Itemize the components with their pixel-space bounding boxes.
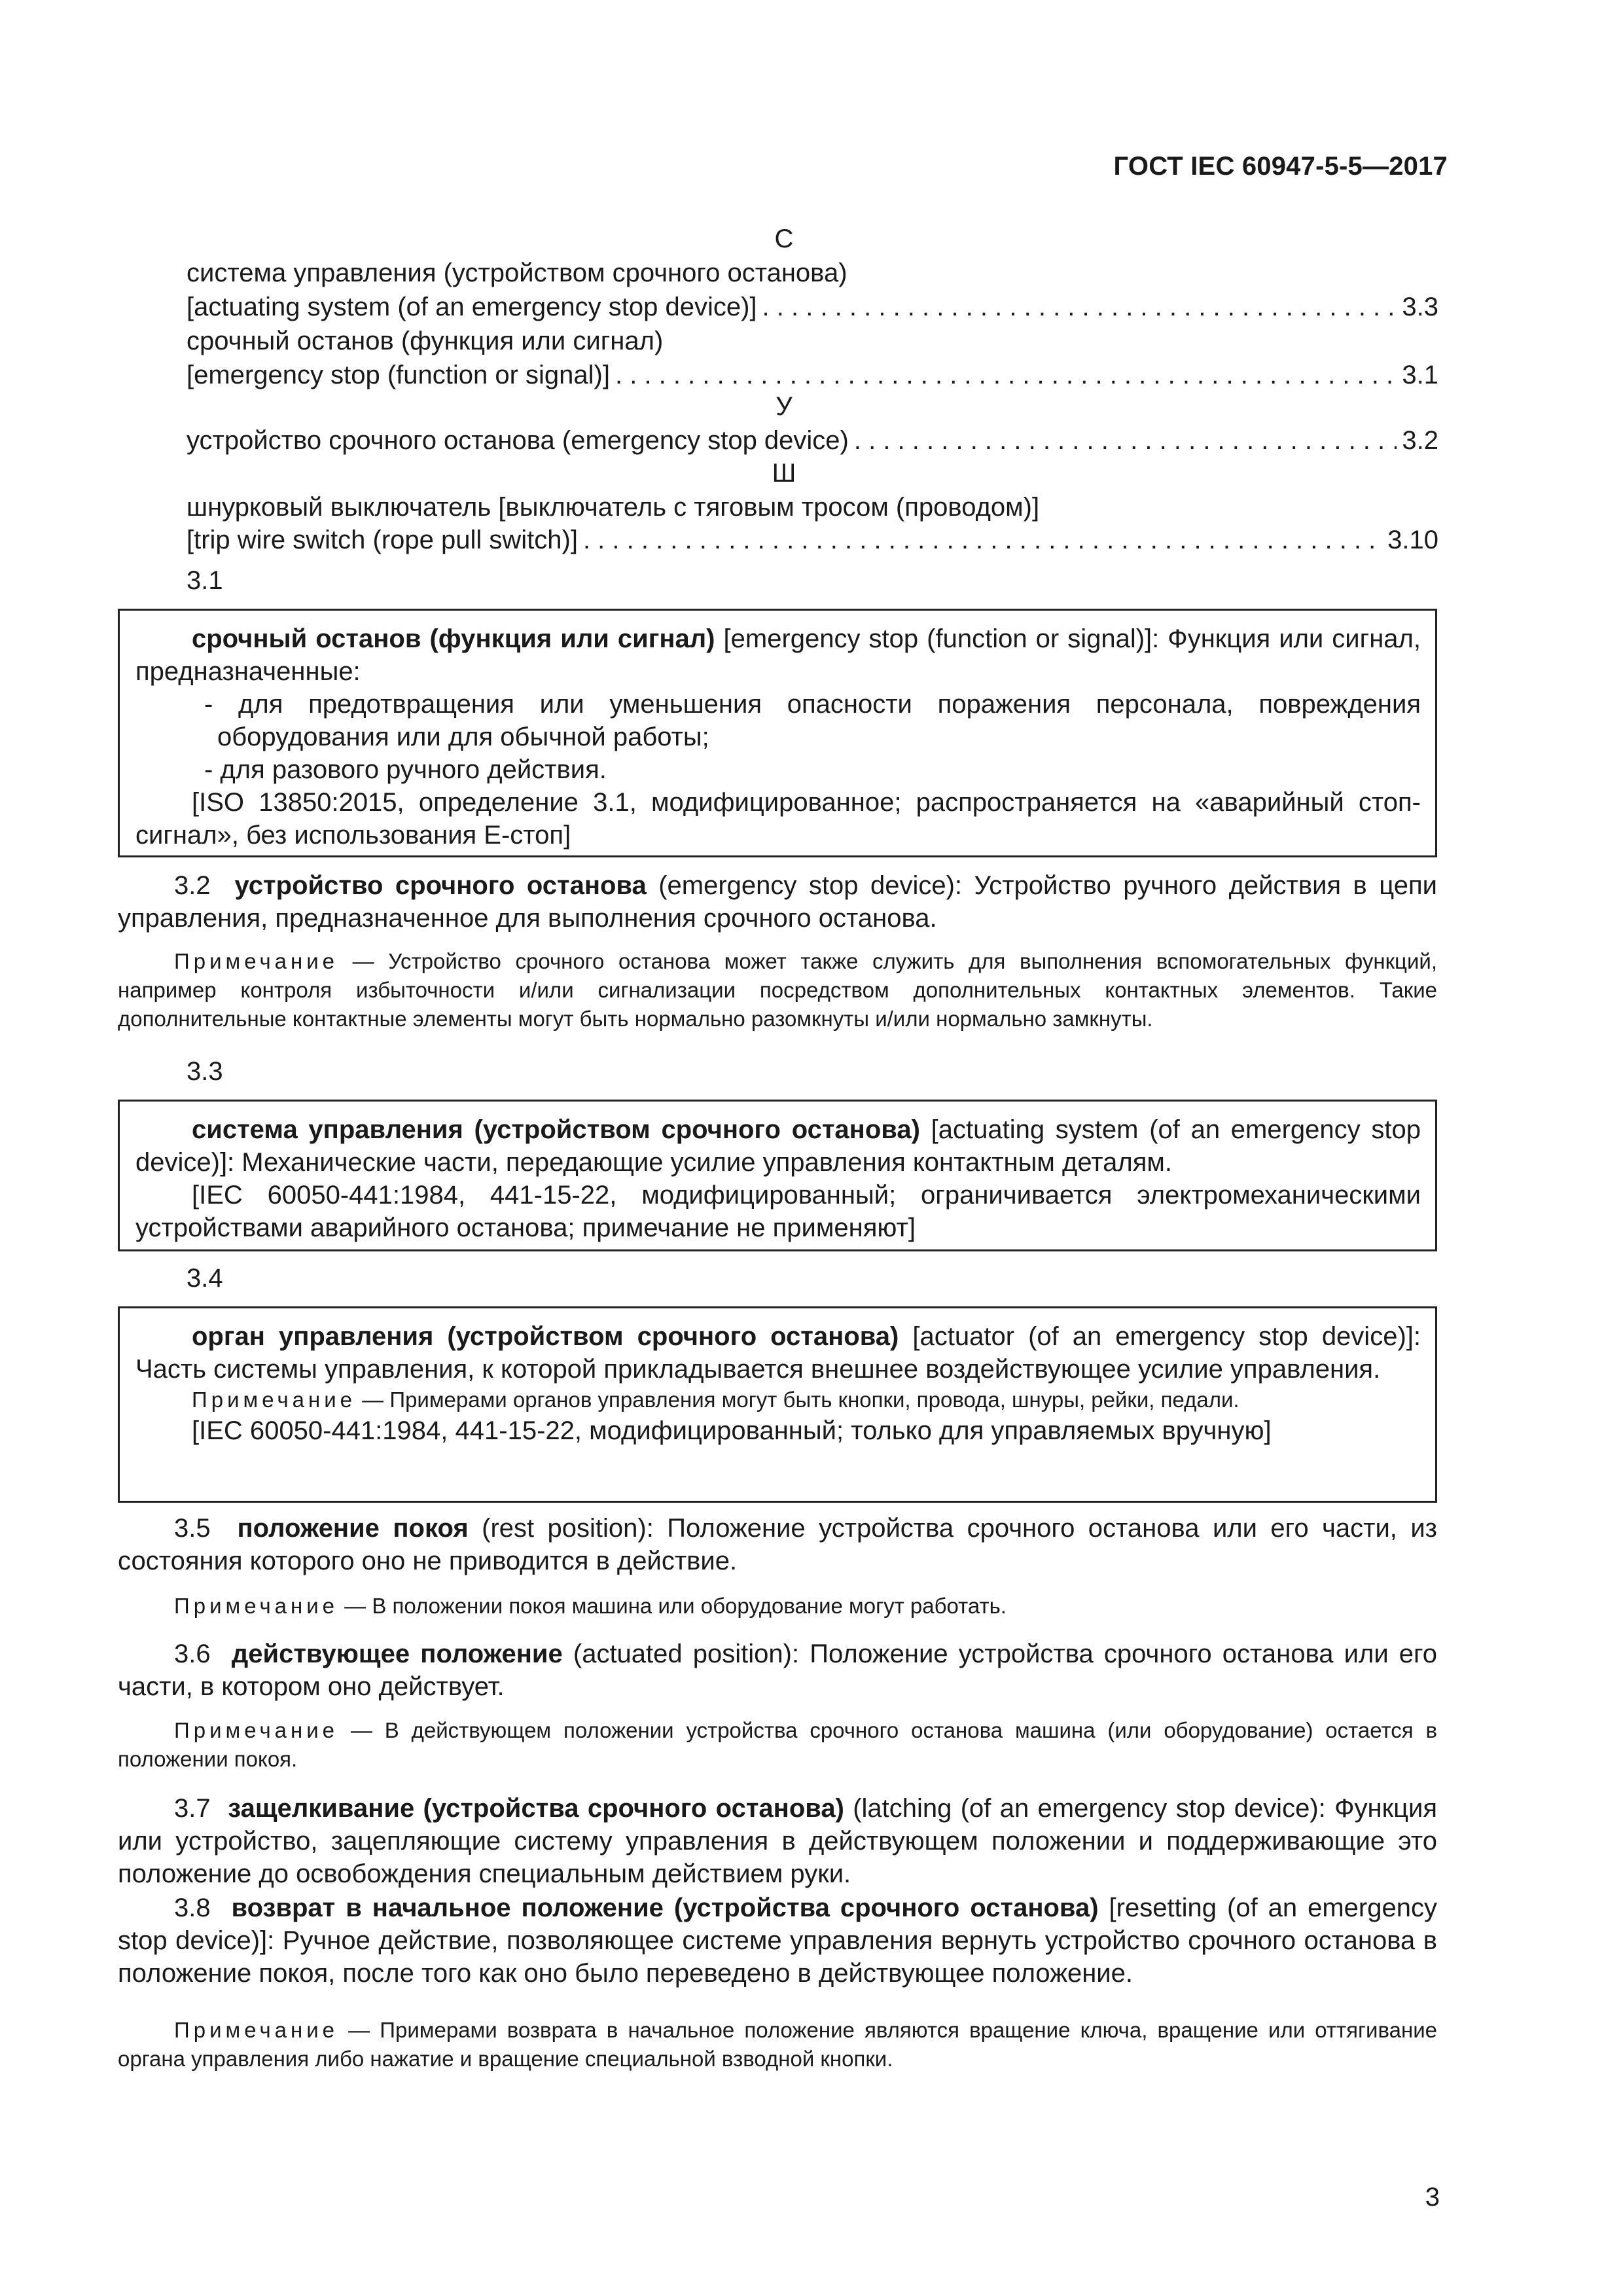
- note-text: — В действующем положении устройства срочного останова машина (или оборудование) остается в положении покоя.: [118, 1718, 1437, 1771]
- list-item: - для разового ручного действия.: [204, 755, 607, 784]
- source-reference: [IEC 60050-441:1984, 441-15-22, модифицированный; ограничивается электромеханическими устройствами аварийного останова; примечание не применяют]: [135, 1181, 1421, 1242]
- index-letter: Ш: [772, 459, 796, 488]
- index-letter: С: [774, 224, 794, 253]
- definition-box-3-1: [118, 609, 1437, 857]
- note-3-2: [118, 947, 1437, 1033]
- section-number: 3.2: [174, 871, 211, 900]
- index-entry: [187, 424, 1438, 457]
- definition-text: (latching (of an emergency stop device): Функция или устройство, зацепляющие систему управления в действующем положении и поддерживающие это положение до освобождения специальным действием руки.: [118, 1794, 1437, 1888]
- list-item: - для предотвращения или уменьшения опасности поражения персонала, повреждения оборудования или для обычной работы;: [204, 690, 1421, 751]
- index-entry-text: [emergency stop (function or signal)]: [187, 361, 610, 389]
- index-entry: [187, 291, 1438, 323]
- note-3-6: [118, 1716, 1437, 1774]
- index-ref: 3.1: [1402, 361, 1438, 389]
- note-label: Примечание: [174, 2018, 339, 2042]
- term: защелкивание (устройства срочного останова): [228, 1794, 844, 1823]
- note-label: Примечание: [174, 1594, 339, 1618]
- note-text: — Примерами органов управления могут быть кнопки, провода, шнуры, рейки, педали.: [356, 1388, 1240, 1412]
- section-number: 3.8: [174, 1893, 211, 1922]
- note-label: Примечание: [192, 1388, 357, 1412]
- leader-dots: [583, 524, 1382, 556]
- index-entry-text: [actuating system (of an emergency stop device)]: [187, 293, 757, 321]
- definition-text: [emergency stop (function or signal)]: Функция или сигнал, предназначенные:: [135, 624, 1421, 686]
- index-ref: 3.10: [1387, 526, 1438, 554]
- definition-3-2: [118, 869, 1437, 935]
- term: система управления (устройством срочного останова): [192, 1115, 920, 1144]
- note-text: — Устройство срочного останова может также служить для выполнения вспомогательных функций, например контроля избыточности и/или сигнализации посредством дополнительных контактных элементов. Такие дополнительные контактные элементы могут быть нормально разомкнуты и/или нормально замкнуты.: [118, 949, 1437, 1031]
- leader-dots: [762, 291, 1397, 323]
- term: положение покоя: [237, 1514, 469, 1543]
- leader-dots: [854, 424, 1397, 457]
- section-number: 3.5: [174, 1514, 211, 1543]
- definition-text: [resetting (of an emergency stop device)]: Ручное действие, позволяющее системе управления вернуть устройство срочного останова в положение покоя, после того как оно было переведено в действующее положение.: [118, 1893, 1437, 1988]
- index-letter: У: [776, 392, 793, 421]
- definition-text: (actuated position): Положение устройства срочного останова или его части, в котором оно действует.: [118, 1640, 1437, 1701]
- definition-3-6: [118, 1638, 1437, 1703]
- source-reference: [ISO 13850:2015, определение 3.1, модифицированное; распространяется на «аварийный стоп-сигнал», без использования Е-стоп]: [135, 788, 1421, 850]
- index-ref: 3.2: [1402, 426, 1438, 455]
- definition-text: [actuating system (of an emergency stop device)]: Механические части, передающие усилие управления контактным деталям.: [135, 1115, 1421, 1177]
- definition-text: [actuator (of an emergency stop device)]: Часть системы управления, к которой прикладывается внешнее воздействующее усилие управления.: [135, 1322, 1421, 1384]
- definition-3-8: [118, 1892, 1437, 1990]
- term: срочный останов (функция или сигнал): [192, 624, 715, 653]
- note-label: Примечание: [174, 949, 339, 973]
- term: орган управления (устройством срочного останова): [192, 1322, 899, 1351]
- section-number: 3.3: [187, 1057, 223, 1086]
- index-entry-text: [trip wire switch (rope pull switch)]: [187, 526, 578, 554]
- definition-box-3-3: [118, 1100, 1437, 1251]
- index-entry: [187, 524, 1438, 556]
- definition-3-5: [118, 1512, 1437, 1577]
- note-text: — Примерами возврата в начальное положение являются вращение ключа, вращение или оттягивание органа управления либо нажатие и вращение специальной взводной кнопки.: [118, 2018, 1437, 2071]
- index-entry-text: срочный останов (функция или сигнал): [187, 327, 664, 355]
- note-3-8: [118, 2016, 1437, 2073]
- term: возврат в начальное положение (устройства срочного останова): [231, 1893, 1099, 1922]
- note-label: Примечание: [174, 1718, 339, 1742]
- index-ref: 3.3: [1402, 293, 1438, 321]
- section-number: 3.4: [187, 1264, 223, 1293]
- definition-text: (emergency stop device): Устройство ручного действия в цепи управления, предназначенное для выполнения срочного останова.: [118, 871, 1437, 933]
- term: действующее положение: [231, 1640, 563, 1668]
- index-entry-text: система управления (устройством срочного останова): [187, 259, 847, 287]
- definition-box-3-4: [118, 1306, 1437, 1503]
- term: устройство срочного останова: [234, 871, 647, 900]
- source-reference: [IEC 60050-441:1984, 441-15-22, модифицированный; только для управляемых вручную]: [192, 1416, 1272, 1445]
- leader-dots: [615, 359, 1397, 391]
- section-number: 3.7: [174, 1794, 211, 1823]
- section-number: 3.1: [187, 566, 223, 595]
- index-entry-text: шнурковый выключатель [выключатель с тяговым тросом (проводом)]: [187, 493, 1040, 522]
- definition-text: (rest position): Положение устройства срочного останова или его части, из состояния которого оно не приводится в действие.: [118, 1514, 1438, 1575]
- definition-3-7: [118, 1792, 1437, 1890]
- page-number: 3: [1425, 2183, 1440, 2212]
- note-text: — В положении покоя машина или оборудование могут работать.: [338, 1594, 1007, 1618]
- index-entry: [187, 359, 1438, 391]
- section-number: 3.6: [174, 1640, 211, 1668]
- document-header: ГОСТ IEC 60947-5-5—2017: [1113, 152, 1448, 181]
- note-3-5: [118, 1592, 1437, 1621]
- index-entry-text: устройство срочного останова (emergency stop device): [187, 426, 849, 455]
